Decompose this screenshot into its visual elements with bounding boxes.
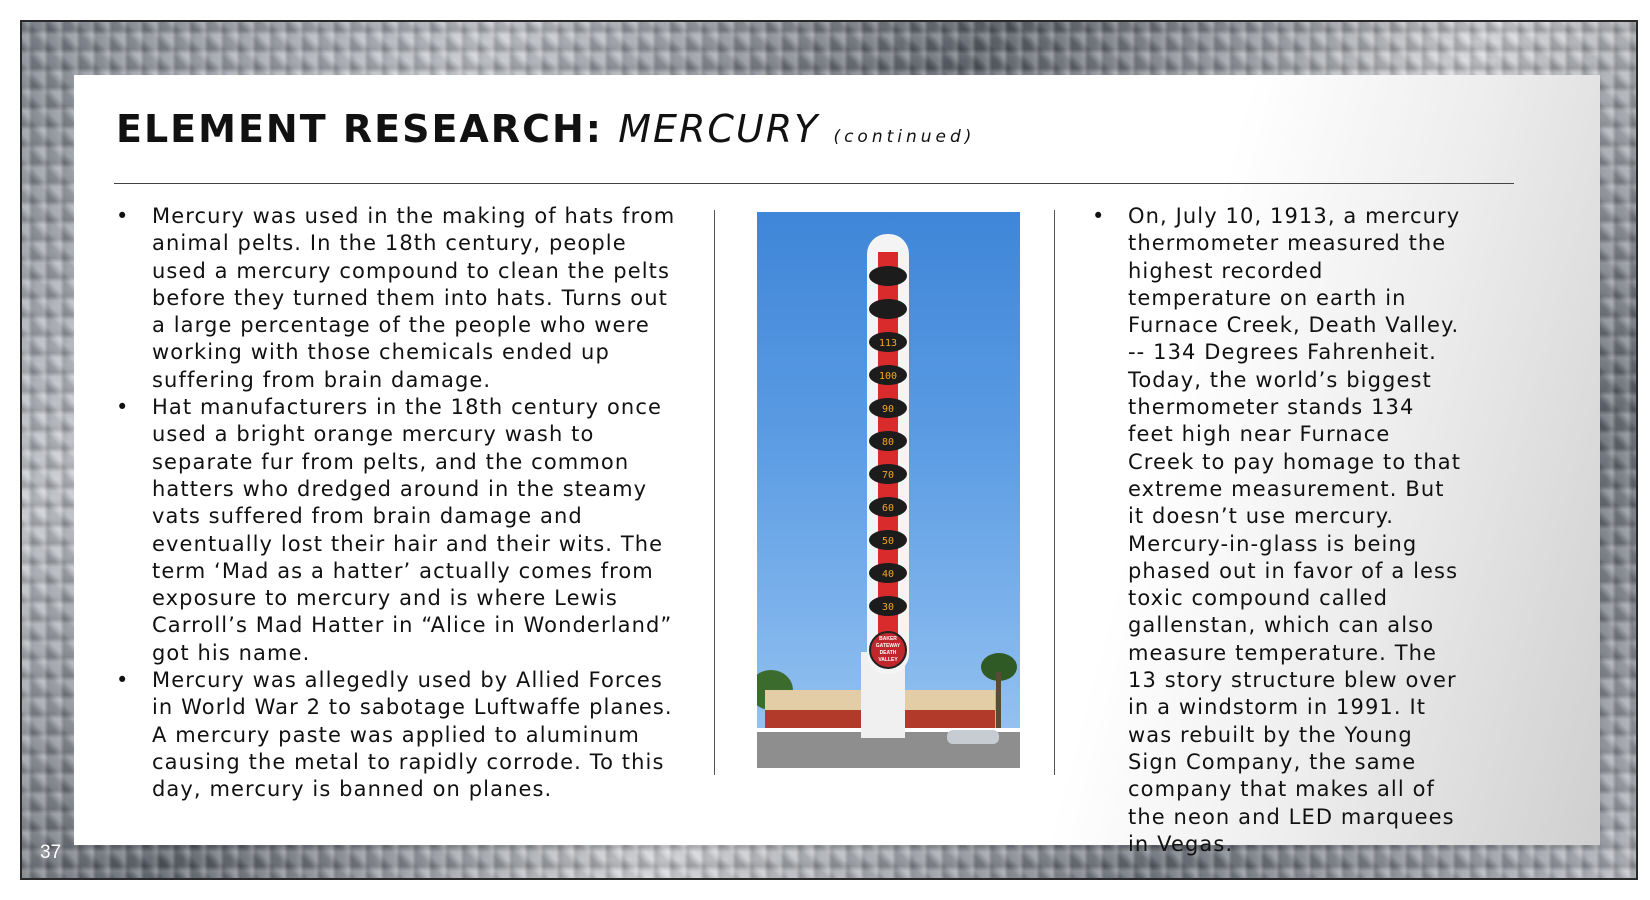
page-number: 37: [40, 842, 62, 863]
car: [947, 730, 999, 744]
scale-marker: [869, 299, 907, 319]
scale-label: 113: [878, 338, 898, 349]
title-suffix: (continued): [833, 127, 976, 147]
right-bullet-list: [1092, 203, 1462, 858]
sign-line: GATEWAY: [875, 643, 901, 649]
bullet-item: • On, July 10, 1913, a mercury thermometer measured the highest recorded temperature on earth in Furnace Creek, Death Valley. -- 134 Degrees Fahrenheit. Today, the world’s biggest thermometer stands 134 feet high near Furnace Creek to pay homage to that extreme measurement. But it doesn’t use mercury. Mercury-in-glass is being phased out in favor of a less toxic compound called gallenstan, which can also measure temperature. The 13 story structure blew over in a windstorm in 1991. It was rebuilt by the Young Sign Company, the same company that makes all of the neon and LED marquees in Vegas.: [1092, 203, 1462, 858]
content-panel: [74, 75, 1600, 856]
left-bullet-list: [116, 203, 676, 804]
scale-label: 70: [881, 470, 895, 481]
scale-label: 80: [881, 437, 895, 448]
scale-label: 60: [881, 503, 895, 514]
sign-line: VALLEY: [878, 657, 898, 663]
scale-marker: [869, 266, 907, 286]
scale-label: 30: [881, 602, 895, 613]
column-divider-left: [714, 210, 715, 775]
scale-label: 50: [881, 536, 895, 547]
thermometer-illustration: [757, 212, 1020, 768]
palm-trunk: [996, 672, 1001, 732]
bullet-item: • Hat manufacturers in the 18th century once used a bright orange mercury wash to separate fur from pelts, and the common hatters who dredged around in the steamy vats suffered from brain damage and eventually lost their hair and their wits. The term ‘Mad as a hatter’ actually comes from exposure to mercury and is where Lewis Carroll’s Mad Hatter in “Alice in Wonderland” got his name.: [116, 394, 676, 667]
title-element: MERCURY: [618, 107, 820, 151]
bullet-item: • Mercury was used in the making of hats from animal pelts. In the 18th century, people used a mercury compound to clean the pelts before they turned them into hats. Turns out a large percentage of the people who were working with those chemicals ended up suffering from brain damage.: [116, 203, 676, 394]
scale-label: 90: [881, 404, 895, 415]
bullet-item: • Mercury was allegedly used by Allied Forces in World War 2 to sabotage Luftwaffe planes. A mercury paste was applied to aluminum causing the metal to rapidly corrode. To this day, mercury is banned on planes.: [116, 667, 676, 803]
title-divider: [114, 183, 1514, 184]
slide-background: [20, 20, 1638, 880]
sign-line: BAKER: [879, 636, 897, 642]
title-main: ELEMENT RESEARCH:: [116, 107, 619, 151]
sign-line: DEATH: [879, 650, 897, 656]
scale-label: 40: [881, 569, 895, 580]
scale-label: 100: [878, 371, 898, 382]
page-title: [116, 109, 975, 151]
thermometer-photo: [757, 212, 1020, 768]
column-divider-right: [1054, 210, 1055, 775]
